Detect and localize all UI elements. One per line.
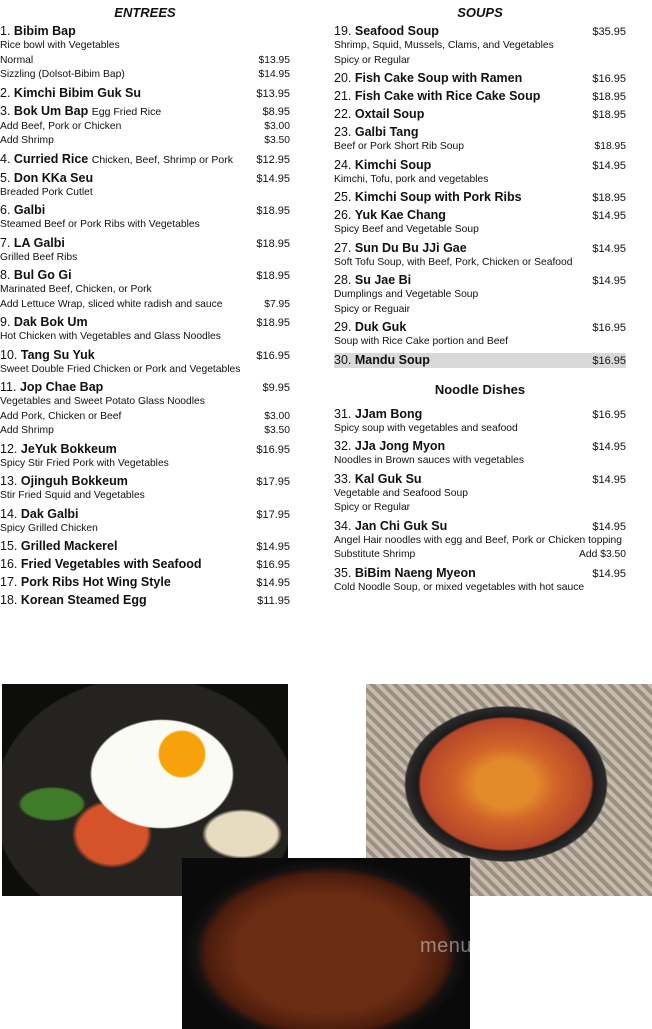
menu-item <box>0 507 290 537</box>
menu-item-name <box>0 203 45 218</box>
menu-item-inline-description: Egg Fried Rice <box>91 105 162 118</box>
menu-item-row <box>334 125 626 140</box>
menu-item-row <box>0 507 290 522</box>
menu-item-description: Dumplings and Vegetable Soup <box>334 289 479 300</box>
menu-item-number: 33. <box>334 471 352 486</box>
menu-item-option-price: $7.95 <box>264 298 290 310</box>
menu-item-description: Stir Fried Squid and Vegetables <box>0 490 145 501</box>
menu-item-title: Fish Cake Soup with Ramen <box>354 71 523 85</box>
menu-item-row <box>334 320 626 335</box>
menu-item-title: Galbi Tang <box>354 125 419 139</box>
menu-item <box>334 241 626 271</box>
menu-item-title: Kal Guk Su <box>354 471 422 486</box>
menu-item <box>0 236 290 266</box>
menu-item-number: 34. <box>334 518 352 533</box>
menu-item-price: $16.95 <box>592 322 626 334</box>
menu-item <box>334 208 626 238</box>
menu-item-price: $18.95 <box>256 270 290 282</box>
menu-item-row <box>334 71 626 86</box>
menu-item-option-price: $18.95 <box>594 141 626 152</box>
menu-item-title: BiBim Naeng Myeon <box>354 565 476 580</box>
menu-item-price: $9.95 <box>262 382 290 394</box>
menu-item-row <box>334 158 626 173</box>
menu-item <box>0 315 290 345</box>
menu-item-price: $14.95 <box>256 541 290 553</box>
menu-item-name <box>0 442 117 457</box>
menu-item-row <box>0 24 290 39</box>
menu-item-option <box>0 410 290 425</box>
menu-item <box>334 125 626 155</box>
menu-item-price: $14.95 <box>592 567 626 580</box>
menu-item <box>334 190 626 205</box>
entrees-heading: ENTREES <box>114 5 176 20</box>
menu-item <box>334 472 626 516</box>
menu-item-number: 31. <box>334 406 352 421</box>
menu-item-description-2: Spicy or Reguair <box>334 303 411 315</box>
menu-item-title: JeYuk Bokkeum <box>20 441 117 456</box>
menu-item-description: Cold Noodle Soup, or mixed vegetables with hot sauce <box>334 581 585 593</box>
menu-item-option-label: Normal <box>0 54 34 66</box>
entrees-column <box>0 0 290 611</box>
menu-item-name <box>0 104 161 120</box>
menu-item-option-price: $3.50 <box>264 425 290 436</box>
menu-item-option <box>0 120 290 135</box>
menu-item-row <box>0 539 290 554</box>
menu-item-row <box>0 557 290 572</box>
menu-item-name <box>334 208 446 223</box>
menu-item-option <box>0 424 290 439</box>
menu-item-price: $18.95 <box>256 317 290 329</box>
menu-item <box>334 273 626 317</box>
menu-item-name <box>334 158 431 173</box>
menu-item-price: $35.95 <box>592 26 626 38</box>
menu-item-price: $17.95 <box>256 476 290 488</box>
menu-item-number: 25. <box>334 190 352 204</box>
menu-item-name <box>334 107 424 122</box>
menu-item-name <box>0 86 141 101</box>
noodle-dishes-heading: Noodle Dishes <box>434 381 526 397</box>
menu-item-price: $16.95 <box>256 443 290 456</box>
menu-item-option-price: $13.95 <box>258 54 290 66</box>
menu-item-title: Bok Um Bap <box>13 103 89 118</box>
menu-item-row <box>0 593 290 608</box>
menu-item-row <box>0 380 290 395</box>
menu-item-option <box>334 548 626 563</box>
menu-item-row <box>334 519 626 534</box>
menu-item-price: $14.95 <box>592 441 626 453</box>
menu-item-description: Grilled Beef Ribs <box>0 251 78 263</box>
menu-item-number: 26. <box>334 208 352 222</box>
menu-item-number: 18. <box>0 593 18 607</box>
menu-item-row <box>0 315 290 330</box>
menu-item-number: 29. <box>334 320 352 334</box>
menu-item-option <box>0 68 290 83</box>
menu-item-description: Breaded Pork Cutlet <box>0 186 93 198</box>
menu-item-name <box>334 566 476 581</box>
menu-item-number: 22. <box>334 107 352 121</box>
menu-item-price: $16.95 <box>592 73 626 85</box>
menu-item-number: 3. <box>0 103 11 118</box>
menu-item-name <box>334 519 447 534</box>
menu-item-number: 23. <box>334 125 352 139</box>
menu-item-price: $14.95 <box>592 275 626 287</box>
menu-item-description: Spicy Stir Fried Pork with Vegetables <box>0 457 169 469</box>
menu-item-title: Fried Vegetables with Seafood <box>20 557 202 571</box>
menu-item-number: 27. <box>334 240 352 255</box>
menu-item-description: Spicy Beef and Vegetable Soup <box>334 224 479 235</box>
menu-item-title: Kimchi Soup <box>354 157 432 172</box>
menu-item-row <box>334 353 626 368</box>
menu-item-number: 28. <box>334 273 352 287</box>
soups-column <box>334 0 626 598</box>
menu-item-title: Dak Galbi <box>20 506 79 521</box>
menu-item-price: $16.95 <box>592 354 626 367</box>
menu-item-price: $14.95 <box>592 159 626 172</box>
menu-item-title: Ojinguh Bokkeum <box>20 474 128 488</box>
menu-item-row <box>0 203 290 218</box>
menu-item-price: $8.95 <box>262 105 290 118</box>
menu-item <box>334 71 626 86</box>
menu-item-option-label: Add Beef, Pork or Chicken <box>0 120 122 132</box>
menu-item <box>0 86 290 101</box>
menu-item-option <box>334 140 626 155</box>
menu-item-description: Steamed Beef or Pork Ribs with Vegetables <box>0 219 200 230</box>
menu-item-name <box>334 241 467 256</box>
menu-item-row <box>334 89 626 104</box>
menu-item-row <box>0 171 290 186</box>
menu-item-price: $16.95 <box>256 559 290 571</box>
menu-item-title: JJam Bong <box>354 406 423 421</box>
menu-item-name <box>0 315 88 330</box>
menu-item <box>0 593 290 608</box>
menu-item-title: JJa Jong Myon <box>354 439 446 453</box>
menu-item-name <box>0 380 103 395</box>
menu-item-description: Shrimp, Squid, Mussels, Clams, and Vegetables <box>334 40 554 51</box>
menu-item-number: 24. <box>334 157 352 172</box>
menu-item <box>334 353 626 368</box>
menu-item-option-price: $14.95 <box>258 69 290 80</box>
menu-item-number: 19. <box>334 24 352 38</box>
menu-item-description: Noodles in Brown sauces with vegetables <box>334 455 525 466</box>
menu-item <box>0 380 290 439</box>
menu-item-row <box>334 273 626 288</box>
menu-item-name <box>0 268 72 283</box>
menu-item-name <box>334 273 411 288</box>
noodles-list <box>334 407 626 596</box>
menu-item <box>0 348 290 378</box>
menu-item-price: $14.95 <box>592 520 626 533</box>
menu-item-title: Kimchi Soup with Pork Ribs <box>354 190 522 204</box>
entrees-list <box>0 24 290 608</box>
menu-item-option-label: Beef or Pork Short Rib Soup <box>334 141 464 152</box>
menu-item-name <box>0 539 117 554</box>
menu-item <box>334 158 626 188</box>
menu-item-price: $18.95 <box>592 109 626 121</box>
menu-item-name <box>0 557 201 572</box>
menu-item-row <box>0 442 290 457</box>
menu-item-row <box>0 86 290 101</box>
menu-item <box>334 566 626 596</box>
menu-item-description: Kimchi, Tofu, pork and vegetables <box>334 173 489 185</box>
menu-item-title: Tang Su Yuk <box>20 347 95 362</box>
menu-item-description-2: Spicy or Regular <box>334 54 411 66</box>
menu-item <box>334 519 626 563</box>
menu-item-name <box>0 171 93 186</box>
menu-item-name <box>0 236 65 251</box>
menu-item <box>0 474 290 504</box>
menu-item-number: 21. <box>334 89 352 103</box>
menu-item-description: Sweet Double Fried Chicken or Pork and Vegetables <box>0 363 241 375</box>
menu-item-number: 8. <box>0 268 11 282</box>
menu-item-option-label: Add Pork, Chicken or Beef <box>0 410 122 422</box>
menu-item-description: Marinated Beef, Chicken, or Pork <box>0 284 152 295</box>
menu-item-number: 12. <box>0 441 18 456</box>
menu-item-name <box>334 472 422 487</box>
menu-item <box>0 171 290 201</box>
menu-item-description: Rice bowl with Vegetables <box>0 40 120 51</box>
soups-list <box>334 24 626 368</box>
menu-item-option <box>0 298 290 313</box>
menu-item-option-price: Add $3.50 <box>579 549 626 560</box>
menu-item-number: 35. <box>334 565 352 580</box>
menu-item-name <box>334 407 422 422</box>
menu-item <box>0 203 290 233</box>
menu-item-title: Fish Cake with Rice Cake Soup <box>354 89 541 103</box>
menu-item-row <box>0 236 290 251</box>
menu-item-name <box>0 152 233 168</box>
menu-item-title: Sun Du Bu JJi Gae <box>354 240 467 255</box>
menu-item-number: 16. <box>0 557 18 571</box>
menu-item <box>0 442 290 472</box>
menu-item-price: $18.95 <box>592 192 626 204</box>
menu-item-row <box>334 24 626 39</box>
menu-item-description: Spicy Grilled Chicken <box>0 522 98 534</box>
menu-item-title: LA Galbi <box>13 235 65 250</box>
menu-item-number: 10. <box>0 347 18 362</box>
menu-item-option-label: Add Shrimp <box>0 425 54 436</box>
menu-item-name <box>0 24 76 39</box>
menu-item-title: Yuk Kae Chang <box>354 208 446 222</box>
menu-item-row <box>0 268 290 283</box>
menu-item-row <box>334 190 626 205</box>
menu-item-option-price: $3.50 <box>264 135 290 146</box>
menu-item-description-2: Spicy or Regular <box>334 502 411 513</box>
menu-item-number: 15. <box>0 539 18 553</box>
menu-item-price: $16.95 <box>592 408 626 421</box>
menu-item-title: Jan Chi Guk Su <box>354 518 448 533</box>
menu-item-name <box>0 593 147 608</box>
menu-item-price: $18.95 <box>256 237 290 250</box>
menu-item-title: Don KKa Seu <box>13 170 94 185</box>
menu-item-price: $18.95 <box>592 91 626 103</box>
menu-item-number: 9. <box>0 315 11 329</box>
menu-item-name <box>0 474 128 489</box>
menu-item-title: Mandu Soup <box>354 352 430 367</box>
menu-item <box>334 89 626 104</box>
menu-item-option-label: Add Shrimp <box>0 135 54 146</box>
menu-item-title: Kimchi Bibim Guk Su <box>13 85 142 100</box>
menu-item-name <box>334 439 445 454</box>
menu-item-title: Korean Steamed Egg <box>20 593 147 607</box>
menu-item-title: Duk Guk <box>354 320 407 334</box>
menu-item-title: Jop Chae Bap <box>19 380 104 394</box>
menu-item-title: Seafood Soup <box>354 24 439 38</box>
menu-item-price: $18.95 <box>256 205 290 217</box>
menu-item-title: Oxtail Soup <box>354 107 425 121</box>
menu-item-row <box>334 472 626 487</box>
menu-item <box>334 320 626 350</box>
menu-item <box>334 24 626 68</box>
menu-item-description: Hot Chicken with Vegetables and Glass Noodles <box>0 331 221 342</box>
menu-item-row <box>334 208 626 223</box>
menu-item-number: 6. <box>0 203 11 217</box>
menu-item-price: $12.95 <box>256 153 290 166</box>
menu-item-row <box>334 439 626 454</box>
menu-item-inline-description: Chicken, Beef, Shrimp or Pork <box>91 153 233 166</box>
menu-item-title: Grilled Mackerel <box>20 539 118 553</box>
menu-item-price: $17.95 <box>256 508 290 521</box>
menu-item-option-label: Substitute Shrimp <box>334 549 416 560</box>
menu-item-name <box>334 320 406 335</box>
menu-item-number: 20. <box>334 71 352 85</box>
menu-item-name <box>0 575 171 590</box>
menu-item <box>0 152 290 168</box>
menu-item-description: Vegetable and Seafood Soup <box>334 487 468 499</box>
menu-item-option-price: $3.00 <box>264 410 290 422</box>
menu-item-description: Vegetables and Sweet Potato Glass Noodles <box>0 396 205 407</box>
menu-item-number: 17. <box>0 575 18 589</box>
menu-item-number: 13. <box>0 474 18 488</box>
menu-item-name <box>334 89 540 104</box>
menu-item <box>334 407 626 437</box>
menu-item-name <box>0 507 79 522</box>
menu-item <box>334 107 626 122</box>
menu-item-price: $14.95 <box>592 242 626 255</box>
menu-item-title: Galbi <box>13 203 46 217</box>
menu-item-row <box>0 104 290 120</box>
menu-item-title: Su Jae Bi <box>354 273 412 287</box>
menu-item-option-label: Add Lettuce Wrap, sliced white radish and sauce <box>0 298 223 310</box>
menu-item <box>0 539 290 554</box>
menu-item-number: 1. <box>0 24 11 38</box>
menu-item-description: Soup with Rice Cake portion and Beef <box>334 336 509 347</box>
menu-item-price: $14.95 <box>592 473 626 486</box>
menu-item <box>0 557 290 572</box>
watermark: menupix <box>420 935 500 957</box>
menu-item-description: Soft Tofu Soup, with Beef, Pork, Chicken or Seafood <box>334 256 573 268</box>
menu-item <box>0 268 290 312</box>
menu-item-option <box>0 134 290 149</box>
menu-item-description: Spicy soup with vegetables and seafood <box>334 422 518 434</box>
menu-item-row <box>0 474 290 489</box>
menu-item-price: $16.95 <box>256 349 290 362</box>
menu-item-price: $14.95 <box>256 172 290 185</box>
menu-item <box>0 575 290 590</box>
menu-item-row <box>0 348 290 363</box>
menu-item-number: 32. <box>334 439 352 453</box>
menu-item-title: Bul Go Gi <box>13 268 72 282</box>
menu-item-price: $13.95 <box>256 87 290 100</box>
menu-item-row <box>334 566 626 581</box>
menu-item-number: 14. <box>0 506 18 521</box>
menu-item-option <box>0 54 290 69</box>
menu-item-price: $11.95 <box>257 595 290 607</box>
menu-item-price: $14.95 <box>256 577 290 589</box>
menu-item-row <box>334 107 626 122</box>
menu-item-name <box>334 71 522 86</box>
menu-item-title: Dak Bok Um <box>13 315 88 329</box>
menu-item-number: 4. <box>0 151 11 166</box>
menu-item-number: 11. <box>0 380 17 394</box>
menu-item-option-price: $3.00 <box>264 120 290 132</box>
menu-item-name <box>334 24 439 39</box>
menu-item-option-label: Sizzling (Dolsot-Bibim Bap) <box>0 69 125 80</box>
menu-item-row <box>0 575 290 590</box>
menu-item-description: Angel Hair noodles with egg and Beef, Pork or Chicken topping <box>334 534 622 546</box>
menu-item-row <box>0 152 290 168</box>
menu-item <box>0 104 290 149</box>
menu-item-number: 5. <box>0 170 11 185</box>
menu-item-title: Bibim Bap <box>13 24 76 38</box>
menu-item-name <box>0 348 95 363</box>
menu-item <box>0 24 290 83</box>
menu-item-title: Pork Ribs Hot Wing Style <box>20 575 171 589</box>
menu-item-number: 2. <box>0 85 11 100</box>
menu-item-title: Curried Rice <box>13 151 89 166</box>
menu-item-number: 7. <box>0 235 11 250</box>
menu-item-name <box>334 125 419 140</box>
menu-item-number: 30. <box>334 352 352 367</box>
menu-item-row <box>334 241 626 256</box>
menu-item-row <box>334 407 626 422</box>
soups-heading: SOUPS <box>457 5 503 20</box>
menu-item-name <box>334 353 430 368</box>
menu-item-price: $14.95 <box>592 210 626 222</box>
menu-item <box>334 439 626 469</box>
menu-item-name <box>334 190 522 205</box>
